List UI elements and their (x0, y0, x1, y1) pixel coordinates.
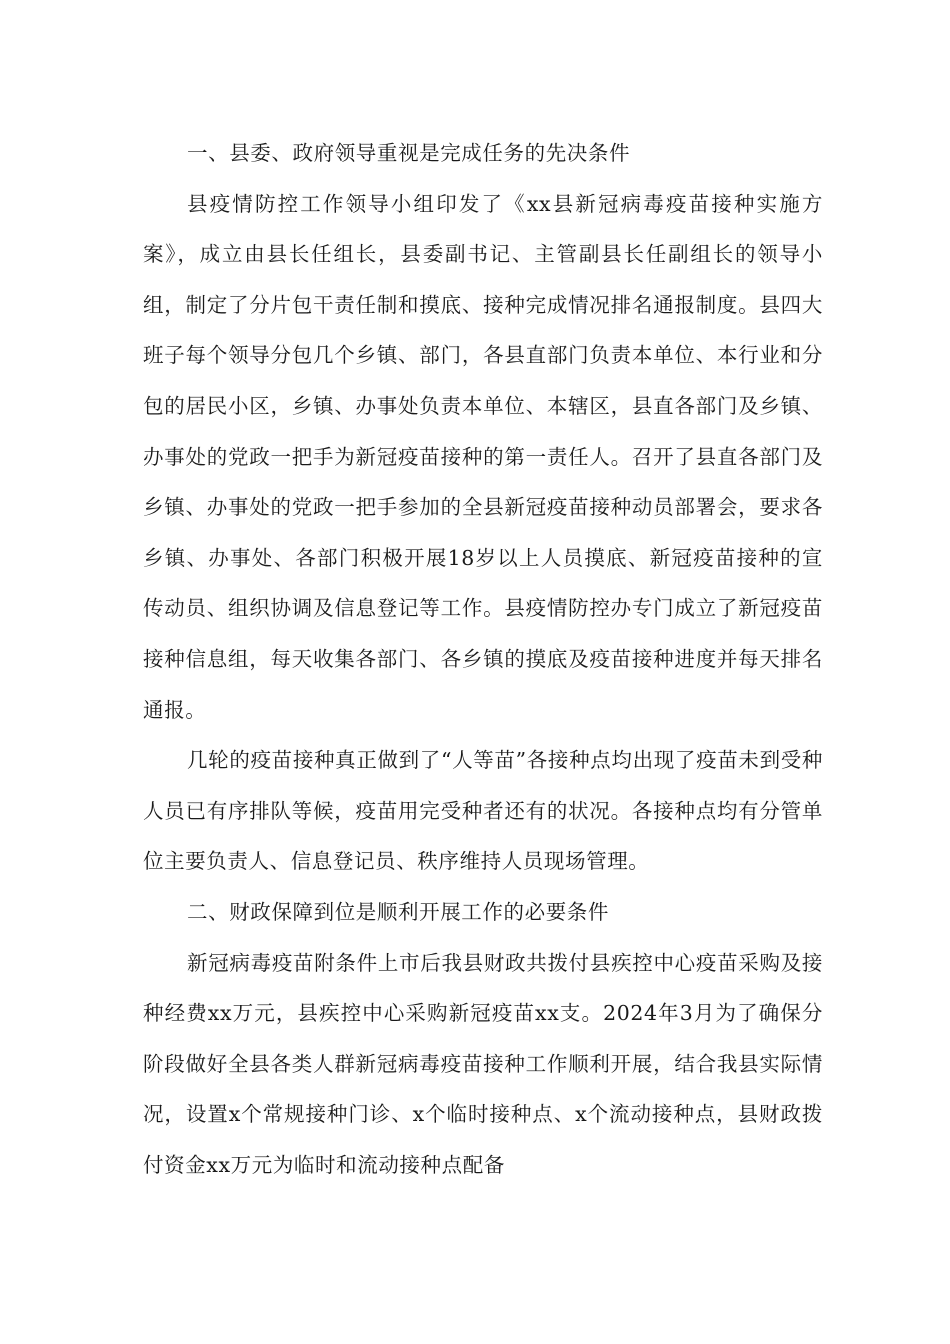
section-heading-1: 一、县委、政府领导重视是完成任务的先决条件 (187, 141, 631, 165)
section-heading-2: 二、财政保障到位是顺利开展工作的必要条件 (187, 899, 609, 924)
document-body (143, 128, 823, 1190)
paragraph-leadership-group: 县疫情防控工作领导小组印发了《xx县新冠病毒疫苗接种实施方案》，成立由县长任组长，县委副书记、主管副县长任副组长的领导小组，制定了分片包干责任制和摸底、接种完成情况排名通报制度。县四大班子每个领导分包几个乡镇、部门，各县直部门负责本单位、本行业和分包的居民小区，乡镇、办事处负责本单位、本辖区，县直各部门及乡镇、办事处的党政一把手为新冠疫苗接种的第一责任人。召开了县直各部门及乡镇、办事处的党政一把手参加的全县新冠疫苗接种动员部署会，要求各乡镇、办事处、各部门积极开展18岁以上人员摸底、新冠疫苗接种的宣传动员、组织协调及信息登记等工作。县疫情防控办专门成立了新冠疫苗接种信息组，每天收集各部门、各乡镇的摸底及疫苗接种进度并每天排名通报。 (143, 191, 823, 722)
paragraph-financial-support: 新冠病毒疫苗附条件上市后我县财政共拨付县疾控中心疫苗采购及接种经费xx万元，县疾控中心采购新冠疫苗xx支。2024年3月为了确保分阶段做好全县各类人群新冠病毒疫苗接种工作顺利开展，结合我县实际情况，设置x个常规接种门诊、x个临时接种点、x个流动接种点，县财政拨付资金xx万元为临时和流动接种点配备 (143, 950, 823, 1177)
paragraph-vaccination-rounds: 几轮的疫苗接种真正做到了“人等苗”各接种点均出现了疫苗未到受种人员已有序排队等候，疫苗用完受种者还有的状况。各接种点均有分管单位主要负责人、信息登记员、秩序维持人员现场管理。 (143, 748, 823, 874)
